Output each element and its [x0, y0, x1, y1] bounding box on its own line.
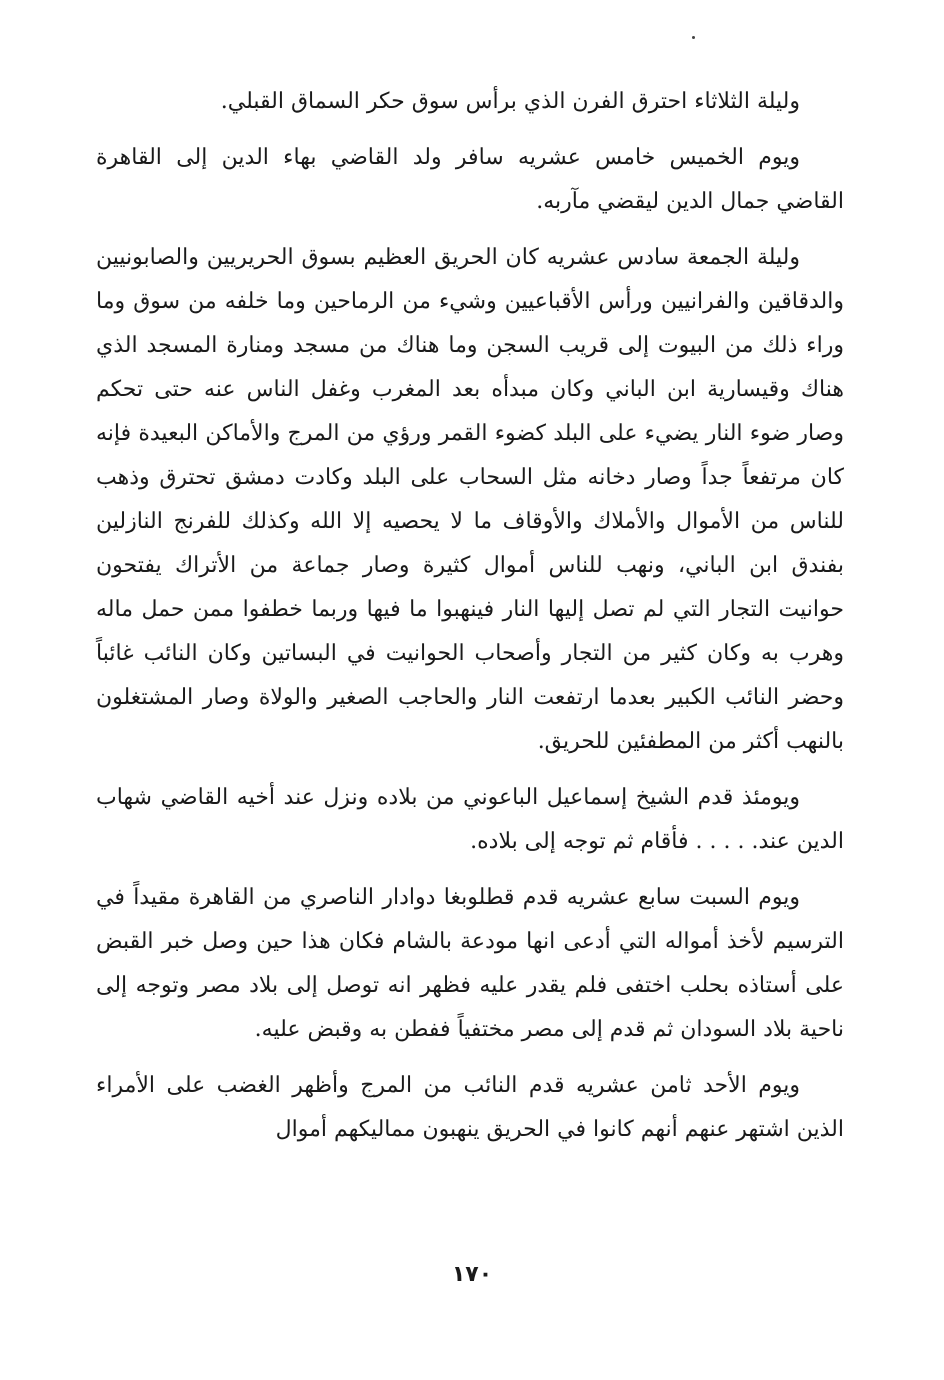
paragraph-5: ويوم السبت سابع عشريه قدم قطلوبغا دوادار الناصري من القاهرة مقيداً في الترسيم لأخذ أمواله التي أدعى انها مودعة بالشام فكان هذا حين وصل خبر القبض على أستاذه بحلب اختفى فلم يقدر عليه فظهر انه توصل إلى بلاد مصر وتوجه إلى ناحية بلاد السودان ثم قدم إلى مصر مختفياً ففطن به وقبض عليه. [96, 885, 844, 1042]
paragraph-6: ويوم الأحد ثامن عشريه قدم النائب من المرج وأظهر الغضب على الأمراء الذين اشتهر عنهم أنهم كانوا في الحريق ينهبون مماليكهم أموال [96, 1073, 844, 1142]
page-body [96, 80, 844, 1164]
paragraph-3: وليلة الجمعة سادس عشريه كان الحريق العظيم بسوق الحريريين والصابونيين والدقاقين والفرانيين ورأس الأقباعيين وشيء من الرماحين وما خلفه من سوق وما وراء ذلك من البيوت إلى قريب السجن وما هناك من مسجد ومنارة المسجد الذي هناك وقيسارية ابن الباني وكان مبدأه بعد المغرب وغفل الناس عنه حتى تحكم وصار ضوء النار يضيء على البلد كضوء القمر ورؤي من المرج والأماكن البعيدة فإنه كان مرتفعاً جداً وصار دخانه مثل السحاب على البلد وكادت دمشق تحترق وذهب للناس من الأموال والأملاك والأوقاف ما لا يحصيه إلا الله وكذلك للفرنج النازلين بفندق ابن الباني، ونهب للناس أموال كثيرة وصار جماعة من الأتراك يفتحون حوانيت التجار التي لم تصل إليها النار فينهبوا ما فيها وربما خطفوا ممن حمل ماله وهرب به وكان كثير من التجار وأصحاب الحوانيت في البساتين وكان النائب غائباً وحضر النائب الكبير بعدما ارتفعت النار والحاجب الصغير والولاة وصار المشتغلون بالنهب أكثر من المطفئين للحريق. [96, 245, 844, 754]
page-number: ١٧٠ [451, 1262, 493, 1287]
paragraph-1: وليلة الثلاثاء احترق الفرن الذي برأس سوق حكر السماق القبلي. [220, 89, 800, 114]
paragraph-2: ويوم الخميس خامس عشريه سافر ولد القاضي بهاء الدين إلى القاهرة القاضي جمال الدين ليقضي مآربه. [96, 145, 844, 214]
paragraph-4: ويومئذ قدم الشيخ إسماعيل الباعوني من بلاده ونزل عند أخيه القاضي شهاب الدين عند. . . . . فأقام ثم توجه إلى بلاده. [96, 785, 844, 854]
scan-speck [692, 36, 695, 39]
